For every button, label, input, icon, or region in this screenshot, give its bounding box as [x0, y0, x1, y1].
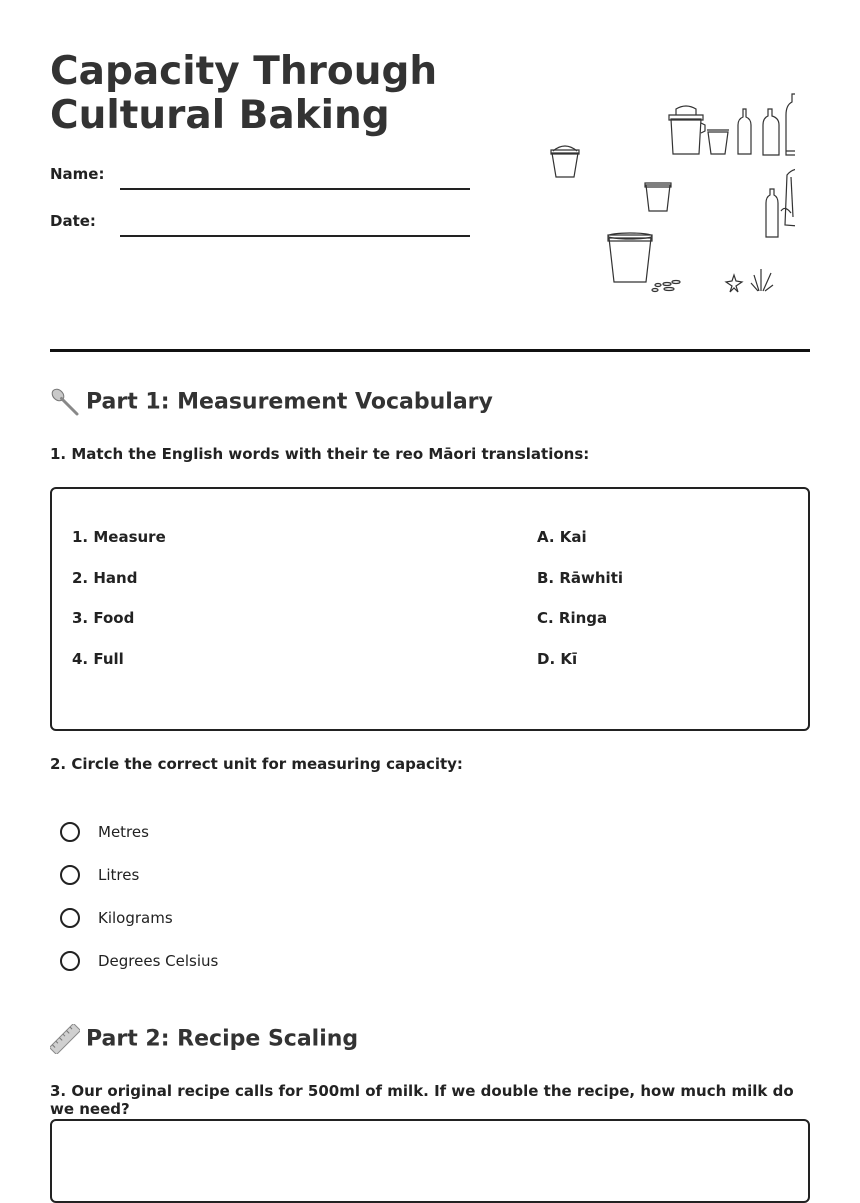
part1-heading [50, 387, 810, 421]
date-field[interactable] [50, 212, 470, 242]
option-degrees-celsius[interactable] [60, 951, 460, 977]
page-title: Capacity Through Cultural Baking [50, 49, 438, 138]
option-label: Litres [98, 866, 140, 884]
measuring-containers-illustration [545, 85, 795, 300]
part1-heading-text: Part 1: Measurement Vocabulary [86, 389, 493, 415]
english-word: 3. Food [72, 609, 135, 627]
english-word: 1. Measure [72, 528, 166, 546]
option-label: Kilograms [98, 909, 173, 927]
option-label: Metres [98, 823, 149, 841]
question-1-prompt: 1. Match the English words with their te reo Māori translations: [50, 445, 590, 463]
section-divider [50, 349, 810, 352]
radio-circle[interactable] [60, 865, 80, 885]
maori-word: A. Kai [537, 528, 587, 546]
name-label: Name: [50, 165, 105, 183]
spoon-icon [50, 387, 80, 417]
maori-word: C. Ringa [537, 609, 608, 627]
english-word: 2. Hand [72, 569, 138, 587]
part2-heading-text: Part 2: Recipe Scaling [86, 1026, 359, 1052]
part2-heading [50, 1024, 810, 1058]
option-litres[interactable] [60, 865, 460, 891]
radio-circle[interactable] [60, 822, 80, 842]
option-label: Degrees Celsius [98, 952, 219, 970]
date-line[interactable] [120, 235, 470, 237]
question-2-prompt: 2. Circle the correct unit for measuring capacity: [50, 755, 463, 773]
option-kilograms[interactable] [60, 908, 460, 934]
radio-circle[interactable] [60, 951, 80, 971]
maori-word: B. Rāwhiti [537, 569, 624, 587]
name-field[interactable] [50, 165, 470, 195]
answer-box[interactable] [50, 1119, 810, 1203]
date-label: Date: [50, 212, 96, 230]
english-word: 4. Full [72, 650, 124, 668]
option-metres[interactable] [60, 822, 460, 848]
matching-box [50, 487, 810, 731]
name-line[interactable] [120, 188, 470, 190]
maori-word: D. Kī [537, 650, 578, 668]
ruler-icon [50, 1024, 80, 1054]
question-3-prompt: 3. Our original recipe calls for 500ml of milk. If we double the recipe, how much milk do we need? [50, 1082, 794, 1118]
radio-circle[interactable] [60, 908, 80, 928]
